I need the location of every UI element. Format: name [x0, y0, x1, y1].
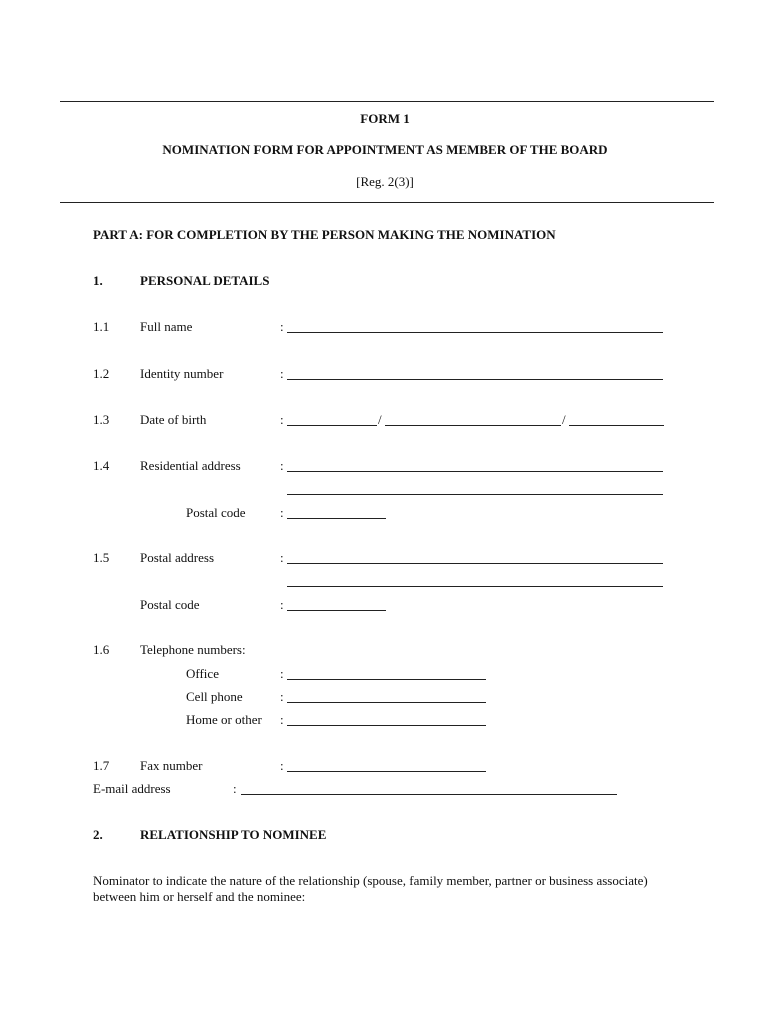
- dob-separator: /: [378, 412, 382, 427]
- residential-postal-code-label: Postal code: [186, 505, 246, 520]
- postal-address-line-1[interactable]: [287, 563, 663, 564]
- home-phone-field[interactable]: [287, 725, 486, 726]
- cell-phone-field[interactable]: [287, 702, 486, 703]
- postal-code-label: Postal code: [140, 597, 200, 612]
- colon: :: [280, 597, 284, 612]
- office-phone-field[interactable]: [287, 679, 486, 680]
- dob-day-field[interactable]: [287, 425, 377, 426]
- postal-code-field[interactable]: [287, 610, 386, 611]
- email-address-label: E-mail address: [93, 781, 171, 796]
- colon: :: [280, 712, 284, 727]
- colon: :: [233, 781, 237, 796]
- relationship-instructions: Nominator to indicate the nature of the relationship (spouse, family member, partner or business associate) between him or herself and the nominee:: [93, 873, 648, 904]
- dob-separator: /: [562, 412, 566, 427]
- residential-address-line-2[interactable]: [287, 494, 663, 495]
- colon: :: [280, 366, 284, 381]
- office-phone-label: Office: [186, 666, 219, 681]
- full-name-field[interactable]: [287, 332, 663, 333]
- fax-number-label: Fax number: [140, 758, 203, 773]
- dob-month-field[interactable]: [385, 425, 561, 426]
- section-2-title: RELATIONSHIP TO NOMINEE: [140, 827, 327, 842]
- date-of-birth-label: Date of birth: [140, 412, 207, 427]
- form-title: NOMINATION FORM FOR APPOINTMENT AS MEMBER OF THE BOARD: [162, 142, 608, 157]
- field-1-1-number: 1.1: [93, 319, 110, 334]
- field-1-5-number: 1.5: [93, 550, 110, 565]
- colon: :: [280, 758, 284, 773]
- field-1-2-number: 1.2: [93, 366, 110, 381]
- section-1-title: PERSONAL DETAILS: [140, 273, 270, 288]
- field-1-3-number: 1.3: [93, 412, 110, 427]
- residential-address-label: Residential address: [140, 458, 241, 473]
- field-1-4-number: 1.4: [93, 458, 110, 473]
- dob-year-field[interactable]: [569, 425, 664, 426]
- postal-address-line-2[interactable]: [287, 586, 663, 587]
- colon: :: [280, 689, 284, 704]
- field-1-6-number: 1.6: [93, 642, 110, 657]
- home-phone-label: Home or other: [186, 712, 262, 727]
- identity-number-field[interactable]: [287, 379, 663, 380]
- identity-number-label: Identity number: [140, 366, 224, 381]
- top-rule: [60, 101, 714, 102]
- residential-postal-code-field[interactable]: [287, 518, 386, 519]
- colon: :: [280, 666, 284, 681]
- email-address-field[interactable]: [241, 794, 617, 795]
- field-1-7-number: 1.7: [93, 758, 110, 773]
- telephone-numbers-label: Telephone numbers:: [140, 642, 246, 657]
- colon: :: [280, 550, 284, 565]
- section-2-number: 2.: [93, 827, 103, 842]
- full-name-label: Full name: [140, 319, 193, 334]
- postal-address-label: Postal address: [140, 550, 215, 565]
- colon: :: [280, 505, 284, 520]
- cell-phone-label: Cell phone: [186, 689, 243, 704]
- colon: :: [280, 319, 284, 334]
- colon: :: [280, 458, 284, 473]
- form-number: FORM 1: [360, 111, 410, 126]
- header-bottom-rule: [60, 202, 714, 203]
- regulation-ref: [Reg. 2(3)]: [356, 174, 414, 189]
- fax-number-field[interactable]: [287, 771, 486, 772]
- section-1-number: 1.: [93, 273, 103, 288]
- colon: :: [280, 412, 284, 427]
- part-a-heading: PART A: FOR COMPLETION BY THE PERSON MAKING THE NOMINATION: [93, 227, 556, 242]
- residential-address-line-1[interactable]: [287, 471, 663, 472]
